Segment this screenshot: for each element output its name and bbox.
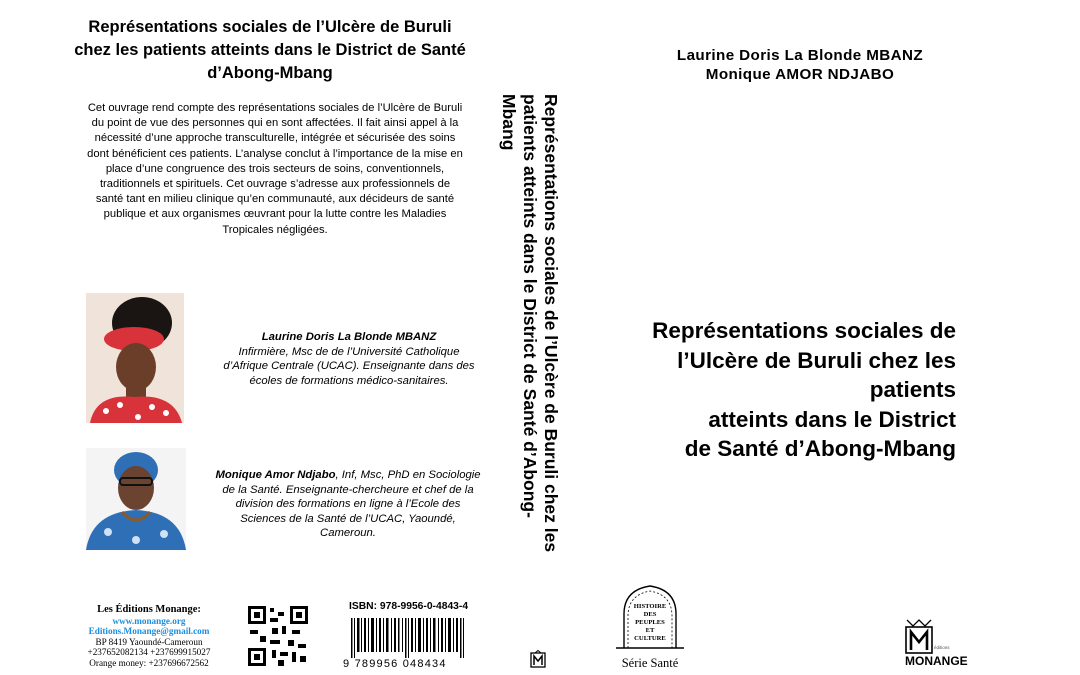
author2-photo bbox=[86, 448, 186, 550]
publisher-phones: +237652082134 +237699915027 bbox=[87, 647, 211, 658]
front-author-1: Laurine Doris La Blonde MBANZ bbox=[676, 47, 924, 64]
author1-bio-text: Infirmière, Msc de de l’Université Catholique d’Afrique Centrale (UCAC). Enseignante dans des écoles de formations médico-sanitaires. bbox=[223, 345, 475, 387]
front-author-2: Monique AMOR NDJABO bbox=[705, 66, 895, 83]
back-cover-title: Représentations sociales de l’Ulcère de Buruli chez les patients atteints dans le District de Santé d’Abong-Mbang bbox=[74, 18, 466, 82]
serie-logo-text-4: ET bbox=[645, 627, 655, 634]
publisher-email[interactable]: Editions.Monange@gmail.com bbox=[88, 626, 210, 637]
serie-logo-text-1: HISTOIRE bbox=[633, 603, 667, 610]
spine-publisher-logo-icon bbox=[530, 650, 546, 668]
author1-bio bbox=[218, 330, 480, 388]
publisher-orange-money: Orange money: +237696672562 bbox=[89, 657, 209, 668]
isbn-label: ISBN: 978-9956-0-4843-4 bbox=[349, 601, 469, 612]
barcode bbox=[343, 618, 479, 658]
isbn-digits: 9 789956 048434 bbox=[343, 658, 447, 670]
publisher-info bbox=[84, 605, 214, 669]
publisher-address: BP 8419 Yaoundé-Cameroun bbox=[95, 636, 203, 647]
serie-logo-text-3: PEUPLES bbox=[635, 619, 665, 626]
front-cover-title: Représentations sociales de l’Ulcère de Buruli chez les patients atteints dans le District de Santé d’Abong-Mbang bbox=[652, 318, 956, 461]
publisher-name: Les Éditions Monange: bbox=[97, 604, 201, 615]
author2-bio bbox=[212, 468, 484, 541]
publisher-website[interactable]: www.monange.org bbox=[112, 615, 186, 626]
author1-name: Laurine Doris La Blonde MBANZ bbox=[261, 331, 437, 343]
back-cover-summary: Cet ouvrage rend compte des représentations sociales de l’Ulcère de Buruli du point de vue des personnes qui en sont affectées. Il fait ainsi appel à la nécessité d’une approche transculturelle, intégrée et sécurisée des soins dont bénéficient ces patients. L’analyse conclut à l’importance de la mise en place d’une congruence des trois secteurs de soins, conventionnels, traditionnels et spirituels. Cet ouvrage s’adresse aux professionnels de santé tant en milieu clinique qu’en communauté, aux décideurs de santé publique et aux organismes œuvrant pour la lutte contre les Maladies Tropicales négligées. bbox=[87, 102, 463, 236]
spine-title: Représentations sociales de l’Ulcère de Buruli chez les patients atteints dans le District de Santé d’Abong-Mbang bbox=[499, 94, 561, 553]
monange-logo-text: MONANGE bbox=[905, 654, 968, 668]
serie-logo-icon bbox=[612, 584, 688, 650]
monange-logo-icon bbox=[903, 618, 969, 668]
serie-label: Série Santé bbox=[621, 656, 679, 670]
author2-name: Monique Amor Ndjabo bbox=[215, 469, 336, 481]
serie-logo-text-2: DES bbox=[643, 611, 657, 618]
monange-logo-small-text: éditions bbox=[934, 645, 950, 650]
qr-code bbox=[248, 606, 308, 666]
serie-logo-text-5: CULTURE bbox=[634, 635, 666, 642]
author2-bio-text: , Inf, Msc, PhD en Sociologie de la Santé. Enseignante-chercheure et chef de la division des formations en ligne à l’Ecole des Sciences de la Santé de l’UCAC, Yaoundé, Cameroun. bbox=[222, 469, 481, 540]
spine bbox=[499, 94, 561, 564]
author1-photo bbox=[86, 293, 184, 423]
front-authors bbox=[600, 46, 1000, 84]
